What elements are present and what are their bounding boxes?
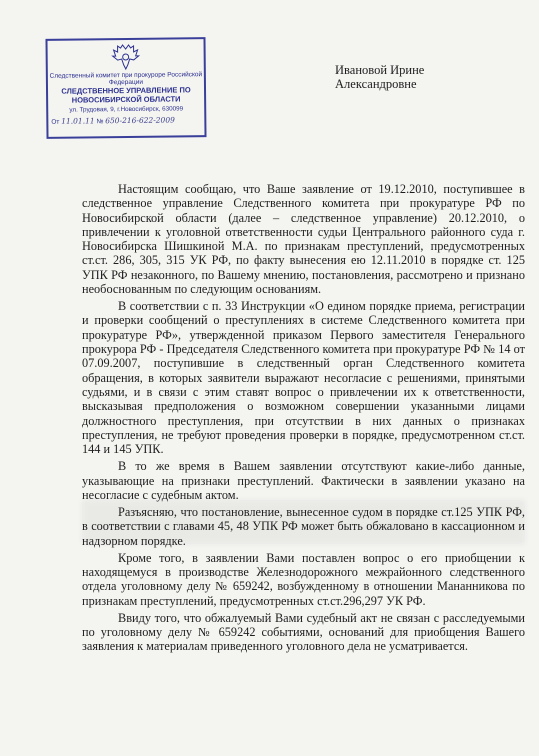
stamp-address: ул. Трудовая, 9, г.Новосибирск, 630099 [69, 105, 184, 114]
official-stamp [45, 37, 206, 139]
stamp-number-label: № [96, 118, 104, 126]
addressee-line-2: Александровне [335, 77, 417, 91]
paragraph: Ввиду того, что обжалуемый Вами судебный акт не связан с расследуемыми по уголовному делу № 659242 событиями, оснований для приобщения Вашего заявления к материалам приведенного уголовного дела не усматривается. [82, 610, 525, 654]
addressee-block [335, 63, 424, 91]
stamp-registration-line [51, 115, 201, 126]
stamp-department-line: СЛЕДСТВЕННОЕ УПРАВЛЕНИЕ ПО НОВОСИБИРСКОЙ ОБЛАСТИ [61, 85, 191, 105]
stamp-date: 11.01.11 [61, 116, 95, 126]
paragraph: В то же время в Вашем заявлении отсутствуют какие-либо данные, указывающие на признаки преступлений. Фактически в заявлении указано на несогласие с судебным актом. [82, 459, 525, 502]
paragraph: В соответствии с п. 33 Инструкции «О едином порядке приема, регистрации и проверки сообщений о преступлениях в системе Следственного комитета при прокуратуре РФ», утвержденной приказом Первого заместителя Генерального прокурора РФ - Председателя Следственного комитета при прокуратуре РФ № 14 от 07.09.2007, поступившие в следственный орган Следственного комитета обращения, в которых заявители выражают несогласие с решениями, принятыми судьями, и в связи с этим ставят вопрос о привлечении их к ответственности, высказывая предположения о возможном совершении указанными лицами должностного преступления, при отсутствии в них данных о признаках преступления, не требуют проведения проверки в порядке, предусмотренном ст.ст. 144 и 145 УПК. [82, 299, 525, 457]
double-headed-eagle-emblem-icon [110, 43, 142, 71]
addressee-line-1: Ивановой Ирине [335, 63, 425, 77]
stamp-from-label: От [51, 118, 60, 126]
paragraph: Кроме того, в заявлении Вами поставлен вопрос о его приобщении к находящемуся в производстве Железнодорожного межрайонного следственного отдела уголовному делу № 659242, возбужденному в отношении Мананникова по признакам преступлений, предусмотренных ст.ст.296,297 УК РФ. [82, 550, 525, 608]
stamp-number: 650-216-622-2009 [105, 115, 175, 126]
letter-body [82, 182, 525, 656]
paragraph: Разъясняю, что постановление, вынесенное судом в порядке ст.125 УПК РФ, в соответствии с главами 45, 48 УПК РФ может быть обжаловано в кассационном и надзорном порядке. [82, 504, 525, 548]
stamp-committee-line: Следственный комитет при прокуроре Российской Федерации [49, 71, 203, 87]
paragraph: Настоящим сообщаю, что Ваше заявление от 19.12.2010, поступившее в следственное управление Следственного комитета при прокуратуре РФ по Новосибирской области (далее – следственное управление) 20.12.2010, о привлечении к уголовной ответственности судьи Центрального районного суда г. Новосибирска Шишкиной М.А. по признакам преступлений, предусмотренных ст.ст. 286, 305, 315 УК РФ, по факту вынесения ею 12.11.2010 в порядке ст. 125 УПК РФ незаконного, по Вашему мнению, постановления, рассмотрено и признано необоснованным по следующим основаниям. [82, 182, 525, 297]
